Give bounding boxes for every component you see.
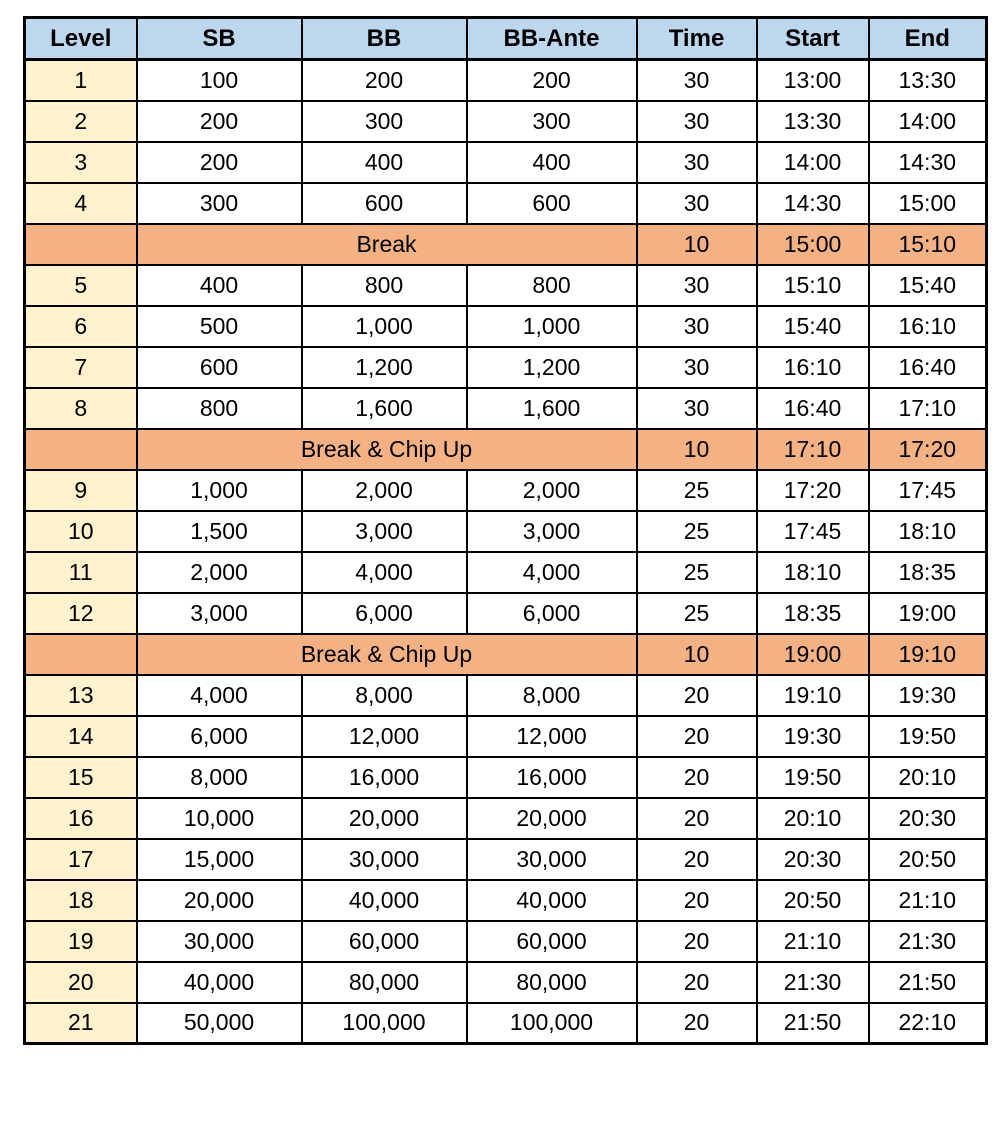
level-cell: 12 — [25, 593, 137, 634]
break-row — [25, 224, 987, 265]
level-row — [25, 347, 987, 388]
end-cell: 17:10 — [869, 388, 987, 429]
start-cell: 15:40 — [757, 306, 869, 347]
bb-cell: 3,000 — [302, 511, 467, 552]
bb-ante-cell: 12,000 — [467, 716, 637, 757]
level-cell: 21 — [25, 1003, 137, 1044]
bb-cell: 1,200 — [302, 347, 467, 388]
bb-cell: 1,600 — [302, 388, 467, 429]
level-cell: 4 — [25, 183, 137, 224]
bb-ante-cell: 20,000 — [467, 798, 637, 839]
level-row — [25, 880, 987, 921]
bb-ante-cell: 40,000 — [467, 880, 637, 921]
level-row — [25, 675, 987, 716]
bb-ante-cell: 2,000 — [467, 470, 637, 511]
level-cell: 17 — [25, 839, 137, 880]
level-row — [25, 511, 987, 552]
sb-cell: 10,000 — [137, 798, 302, 839]
end-cell: 20:30 — [869, 798, 987, 839]
time-cell: 20 — [637, 880, 757, 921]
break-time-cell: 10 — [637, 634, 757, 675]
end-cell: 14:00 — [869, 101, 987, 142]
level-row — [25, 798, 987, 839]
time-cell: 30 — [637, 142, 757, 183]
level-cell: 18 — [25, 880, 137, 921]
level-row — [25, 388, 987, 429]
level-cell: 6 — [25, 306, 137, 347]
sb-cell: 600 — [137, 347, 302, 388]
bb-cell: 4,000 — [302, 552, 467, 593]
break-label-cell: Break & Chip Up — [137, 634, 637, 675]
level-row — [25, 552, 987, 593]
bb-cell: 800 — [302, 265, 467, 306]
end-cell: 21:30 — [869, 921, 987, 962]
bb-cell: 30,000 — [302, 839, 467, 880]
break-start-cell: 19:00 — [757, 634, 869, 675]
bb-cell: 12,000 — [302, 716, 467, 757]
bb-ante-cell: 600 — [467, 183, 637, 224]
break-time-cell: 10 — [637, 224, 757, 265]
sb-cell: 15,000 — [137, 839, 302, 880]
start-cell: 18:35 — [757, 593, 869, 634]
sb-cell: 200 — [137, 101, 302, 142]
bb-ante-cell: 100,000 — [467, 1003, 637, 1044]
level-row — [25, 1003, 987, 1044]
break-time-cell: 10 — [637, 429, 757, 470]
bb-cell: 6,000 — [302, 593, 467, 634]
break-start-cell: 15:00 — [757, 224, 869, 265]
start-cell: 19:10 — [757, 675, 869, 716]
level-row — [25, 757, 987, 798]
level-row — [25, 962, 987, 1003]
level-row — [25, 716, 987, 757]
start-cell: 20:10 — [757, 798, 869, 839]
start-cell: 13:00 — [757, 60, 869, 101]
end-cell: 21:50 — [869, 962, 987, 1003]
level-row — [25, 839, 987, 880]
bb-ante-cell: 400 — [467, 142, 637, 183]
level-cell: 15 — [25, 757, 137, 798]
start-cell: 16:40 — [757, 388, 869, 429]
level-cell: 9 — [25, 470, 137, 511]
level-cell: 3 — [25, 142, 137, 183]
time-cell: 25 — [637, 511, 757, 552]
level-row — [25, 101, 987, 142]
level-row — [25, 921, 987, 962]
sb-cell: 200 — [137, 142, 302, 183]
start-cell: 14:30 — [757, 183, 869, 224]
header-cell-bb-ante: BB-Ante — [467, 18, 637, 60]
bb-cell: 60,000 — [302, 921, 467, 962]
time-cell: 20 — [637, 675, 757, 716]
start-cell: 13:30 — [757, 101, 869, 142]
header-cell-time: Time — [637, 18, 757, 60]
bb-cell: 2,000 — [302, 470, 467, 511]
start-cell: 21:10 — [757, 921, 869, 962]
break-end-cell: 17:20 — [869, 429, 987, 470]
level-cell: 14 — [25, 716, 137, 757]
table-body — [25, 60, 987, 1044]
bb-ante-cell: 3,000 — [467, 511, 637, 552]
break-end-cell: 15:10 — [869, 224, 987, 265]
level-cell: 16 — [25, 798, 137, 839]
bb-cell: 16,000 — [302, 757, 467, 798]
time-cell: 30 — [637, 306, 757, 347]
bb-ante-cell: 300 — [467, 101, 637, 142]
start-cell: 19:30 — [757, 716, 869, 757]
level-cell: 13 — [25, 675, 137, 716]
level-cell: 20 — [25, 962, 137, 1003]
end-cell: 19:00 — [869, 593, 987, 634]
break-level-cell — [25, 634, 137, 675]
level-cell: 2 — [25, 101, 137, 142]
bb-cell: 400 — [302, 142, 467, 183]
time-cell: 30 — [637, 183, 757, 224]
bb-cell: 300 — [302, 101, 467, 142]
time-cell: 30 — [637, 101, 757, 142]
start-cell: 20:50 — [757, 880, 869, 921]
bb-cell: 100,000 — [302, 1003, 467, 1044]
bb-ante-cell: 16,000 — [467, 757, 637, 798]
start-cell: 21:30 — [757, 962, 869, 1003]
time-cell: 30 — [637, 388, 757, 429]
bb-ante-cell: 1,000 — [467, 306, 637, 347]
start-cell: 15:10 — [757, 265, 869, 306]
header-cell-level: Level — [25, 18, 137, 60]
sb-cell: 6,000 — [137, 716, 302, 757]
bb-cell: 20,000 — [302, 798, 467, 839]
end-cell: 17:45 — [869, 470, 987, 511]
sb-cell: 30,000 — [137, 921, 302, 962]
end-cell: 18:35 — [869, 552, 987, 593]
bb-cell: 40,000 — [302, 880, 467, 921]
sb-cell: 2,000 — [137, 552, 302, 593]
header-cell-end: End — [869, 18, 987, 60]
bb-cell: 1,000 — [302, 306, 467, 347]
start-cell: 21:50 — [757, 1003, 869, 1044]
sb-cell: 20,000 — [137, 880, 302, 921]
bb-cell: 80,000 — [302, 962, 467, 1003]
sb-cell: 400 — [137, 265, 302, 306]
time-cell: 20 — [637, 839, 757, 880]
start-cell: 14:00 — [757, 142, 869, 183]
end-cell: 19:50 — [869, 716, 987, 757]
bb-cell: 8,000 — [302, 675, 467, 716]
time-cell: 20 — [637, 798, 757, 839]
bb-ante-cell: 4,000 — [467, 552, 637, 593]
bb-ante-cell: 60,000 — [467, 921, 637, 962]
time-cell: 25 — [637, 552, 757, 593]
time-cell: 30 — [637, 347, 757, 388]
bb-ante-cell: 200 — [467, 60, 637, 101]
bb-ante-cell: 1,600 — [467, 388, 637, 429]
sb-cell: 40,000 — [137, 962, 302, 1003]
end-cell: 16:40 — [869, 347, 987, 388]
sb-cell: 8,000 — [137, 757, 302, 798]
start-cell: 17:45 — [757, 511, 869, 552]
bb-ante-cell: 800 — [467, 265, 637, 306]
level-row — [25, 593, 987, 634]
sb-cell: 3,000 — [137, 593, 302, 634]
break-level-cell — [25, 429, 137, 470]
level-cell: 7 — [25, 347, 137, 388]
end-cell: 19:30 — [869, 675, 987, 716]
level-cell: 1 — [25, 60, 137, 101]
end-cell: 20:50 — [869, 839, 987, 880]
break-level-cell — [25, 224, 137, 265]
bb-ante-cell: 6,000 — [467, 593, 637, 634]
break-row — [25, 429, 987, 470]
blind-structure-table — [23, 16, 988, 1045]
time-cell: 30 — [637, 265, 757, 306]
sb-cell: 1,000 — [137, 470, 302, 511]
header-row — [25, 18, 987, 60]
end-cell: 18:10 — [869, 511, 987, 552]
sb-cell: 800 — [137, 388, 302, 429]
sb-cell: 50,000 — [137, 1003, 302, 1044]
time-cell: 25 — [637, 470, 757, 511]
break-start-cell: 17:10 — [757, 429, 869, 470]
level-cell: 8 — [25, 388, 137, 429]
level-cell: 19 — [25, 921, 137, 962]
header-cell-bb: BB — [302, 18, 467, 60]
time-cell: 20 — [637, 716, 757, 757]
level-cell: 11 — [25, 552, 137, 593]
start-cell: 17:20 — [757, 470, 869, 511]
bb-ante-cell: 80,000 — [467, 962, 637, 1003]
level-row — [25, 470, 987, 511]
bb-ante-cell: 30,000 — [467, 839, 637, 880]
bb-ante-cell: 1,200 — [467, 347, 637, 388]
sb-cell: 1,500 — [137, 511, 302, 552]
start-cell: 16:10 — [757, 347, 869, 388]
start-cell: 20:30 — [757, 839, 869, 880]
end-cell: 21:10 — [869, 880, 987, 921]
blind-structure-wrapper — [23, 16, 988, 1045]
level-row — [25, 60, 987, 101]
end-cell: 20:10 — [869, 757, 987, 798]
time-cell: 20 — [637, 921, 757, 962]
sb-cell: 300 — [137, 183, 302, 224]
header-cell-start: Start — [757, 18, 869, 60]
level-cell: 10 — [25, 511, 137, 552]
level-row — [25, 265, 987, 306]
start-cell: 18:10 — [757, 552, 869, 593]
level-row — [25, 183, 987, 224]
start-cell: 19:50 — [757, 757, 869, 798]
break-end-cell: 19:10 — [869, 634, 987, 675]
time-cell: 20 — [637, 757, 757, 798]
end-cell: 16:10 — [869, 306, 987, 347]
sb-cell: 4,000 — [137, 675, 302, 716]
end-cell: 22:10 — [869, 1003, 987, 1044]
end-cell: 15:00 — [869, 183, 987, 224]
bb-cell: 200 — [302, 60, 467, 101]
time-cell: 30 — [637, 60, 757, 101]
sb-cell: 500 — [137, 306, 302, 347]
break-row — [25, 634, 987, 675]
end-cell: 13:30 — [869, 60, 987, 101]
break-label-cell: Break & Chip Up — [137, 429, 637, 470]
time-cell: 20 — [637, 1003, 757, 1044]
break-label-cell: Break — [137, 224, 637, 265]
level-row — [25, 306, 987, 347]
bb-cell: 600 — [302, 183, 467, 224]
header-cell-sb: SB — [137, 18, 302, 60]
level-cell: 5 — [25, 265, 137, 306]
time-cell: 20 — [637, 962, 757, 1003]
end-cell: 14:30 — [869, 142, 987, 183]
end-cell: 15:40 — [869, 265, 987, 306]
time-cell: 25 — [637, 593, 757, 634]
level-row — [25, 142, 987, 183]
sb-cell: 100 — [137, 60, 302, 101]
bb-ante-cell: 8,000 — [467, 675, 637, 716]
